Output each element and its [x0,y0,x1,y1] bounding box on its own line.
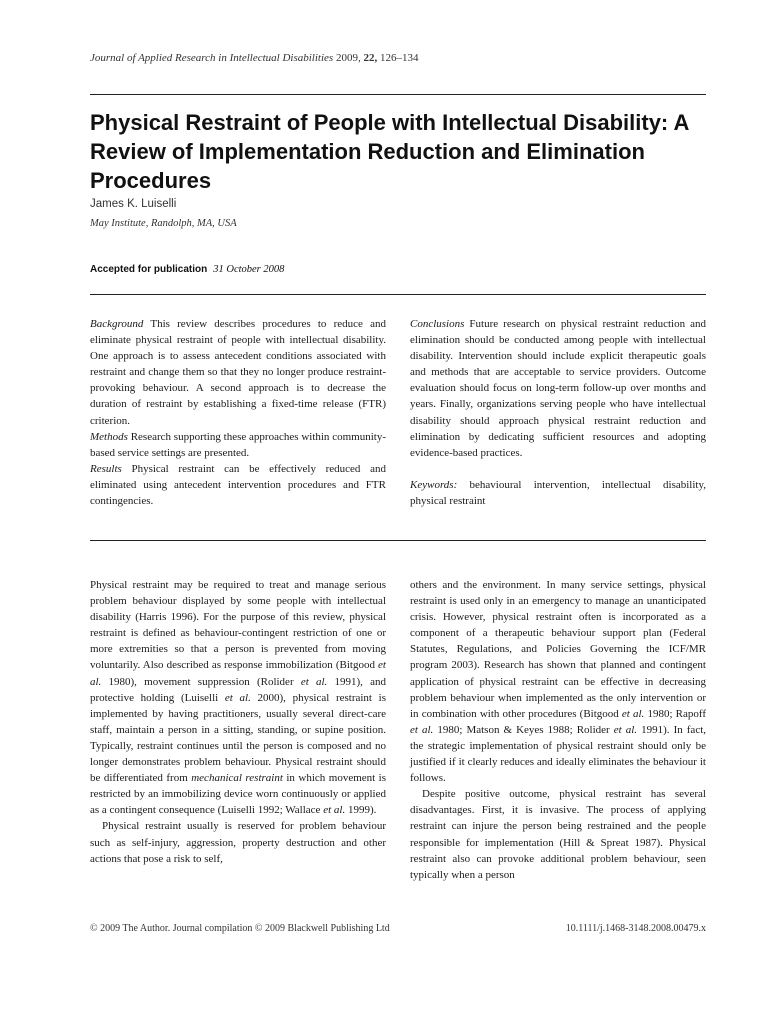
abstract-methods [90,429,386,461]
author-affiliation: May Institute, Randolph, MA, USA [90,218,237,229]
results-label: Results [90,462,122,475]
body-text-italic: et al. [323,804,346,817]
body-text: Physical restraint may be required to treat and manage serious problem behaviour displayed by some people with intellectual disability (Harris 1996). For the purpose of this review, physical restraint is defined as behaviour-contingent restriction of one or more extremities so that a person is prevented from moving voluntarily. Also described as response immobilization (Bitgood [90,579,386,672]
body-text: 1999). [345,804,377,817]
body-text: 2000), physical restraint is implemented by having practitioners, usually several direct-care staff, maintain a person in a sitting, standing, or supine position. Typically, restraint continues until the person is composed and no longer demonstrates problem behaviour. Physical restraint should be differentiated from [90,691,387,785]
methods-label: Methods [90,430,128,443]
accepted-date: 31 October 2008 [213,264,285,275]
body-text-italic: et al. [224,691,251,704]
body-paragraph: Despite positive outcome, physical restraint has several disadvantages. First, it is invasive. The process of applying restraint can injure the person being restrained and the people responsible for implementation (Hill & Spreat 1987). Physical restraint also can provoke additional problem behaviour, seen typically when a person [410,788,706,881]
keywords-label: Keywords: [410,478,458,491]
body-text-italic: et al. [90,659,386,688]
abstract-left-column [90,316,386,509]
body-left-column [90,577,386,867]
journal-pages: 126–134 [379,52,419,64]
body-text: 1980), movement suppression (Rolider [101,675,301,688]
keywords [410,477,706,509]
journal-citation [90,52,418,64]
body-text: others and the environment. In many service settings, physical restraint is used only in an emergency to manage an unanticipated crisis. However, physical restraint often is incorporated as a component of a therapeutic behaviour support plan (Federal Statutes, Regulations, and Policies Governing the ICF/MR program 2003). Research has shown that planned and contingent application of physical restraint can be effective in decreasing problem behaviour when implemented as the only intervention or in combination with other procedures (Bitgood [410,579,706,720]
abstract-conclusions [410,316,706,461]
results-text: Physical restraint can be effectively reduced and eliminated using antecedent intervention procedures and FTR contingencies. [90,462,386,508]
body-text: 1980; Matson & Keyes 1988; Rolider [433,723,614,736]
body-text: in which movement is restricted by an immobilizing device worn continuously or applied as a contingent consequence (Luiselli 1992; Wallace [90,772,386,817]
body-text-italic: mechanical restraint [191,772,283,785]
background-text: This review describes procedures to reduce and eliminate physical restraint of people with intellectual disability. One approach is to assess antecedent conditions associated with restraint and change them so that they no longer produce restraint-provoking behaviour. A second approach is to decrease the duration of restraint by establishing a fixed-time release (FTR) criterion. [90,318,386,427]
body-text-italic: et al. [613,723,638,736]
abstract-results [90,461,386,509]
body-text: 1991). In fact, the strategic implementation of physical restraint should only be justified if it clearly reduces and ideally eliminates the behaviour it follows. [410,723,707,785]
body-text-italic: et al. [300,675,328,688]
accepted-label: Accepted for publication [90,264,208,275]
journal-year: 2009, [335,52,361,64]
body-right-column [410,577,706,883]
author-name: James K. Luiselli [90,198,177,210]
body-paragraph [90,577,386,818]
footer-copyright: © 2009 The Author. Journal compilation © 2009 Blackwell Publishing Ltd [90,923,390,934]
abstract-background [90,316,386,429]
journal-volume: 22, [363,52,378,64]
body-text: 1980; Rapoff [644,707,706,720]
body-paragraph [410,577,706,786]
abstract-top-divider [90,294,706,295]
body-text: 1991), and protective holding (Luiselli [90,675,387,704]
journal-name: Journal of Applied Research in Intellectual Disabilities [90,52,334,64]
top-divider [90,94,706,95]
conclusions-label: Conclusions [410,318,465,330]
body-text-italic: et al. [621,707,645,720]
conclusions-text: Future research on physical restraint reduction and elimination should be conducted among people with intellectual disability. Intervention should include explicit therapeutic goals and methods that are acceptable to service providers. Outcome evaluation should focus on long-term follow-up over months and years. Finally, organizations serving people who have intellectual disability should approach physical restraint reduction and elimination by dedicating sufficient resources and adopting evidence-based practices. [410,318,706,459]
abstract-bottom-divider [90,540,706,541]
footer-doi: 10.1111/j.1468-3148.2008.00479.x [565,923,706,934]
methods-text: Research supporting these approaches within community-based service settings are presented. [90,430,386,459]
article-title: Physical Restraint of People with Intellectual Disability: A Review of Implementation Reduction and Elimination Procedures [90,110,689,193]
accepted-line [90,264,284,275]
abstract-right-column [410,316,706,509]
body-paragraph: Physical restraint usually is reserved for problem behaviour such as self-injury, aggression, property destruction and other actions that pose a risk to self, [90,820,386,865]
body-text-italic: et al. [410,723,434,736]
keywords-text: behavioural intervention, intellectual disability, physical restraint [410,478,706,507]
background-label: Background [90,318,144,330]
